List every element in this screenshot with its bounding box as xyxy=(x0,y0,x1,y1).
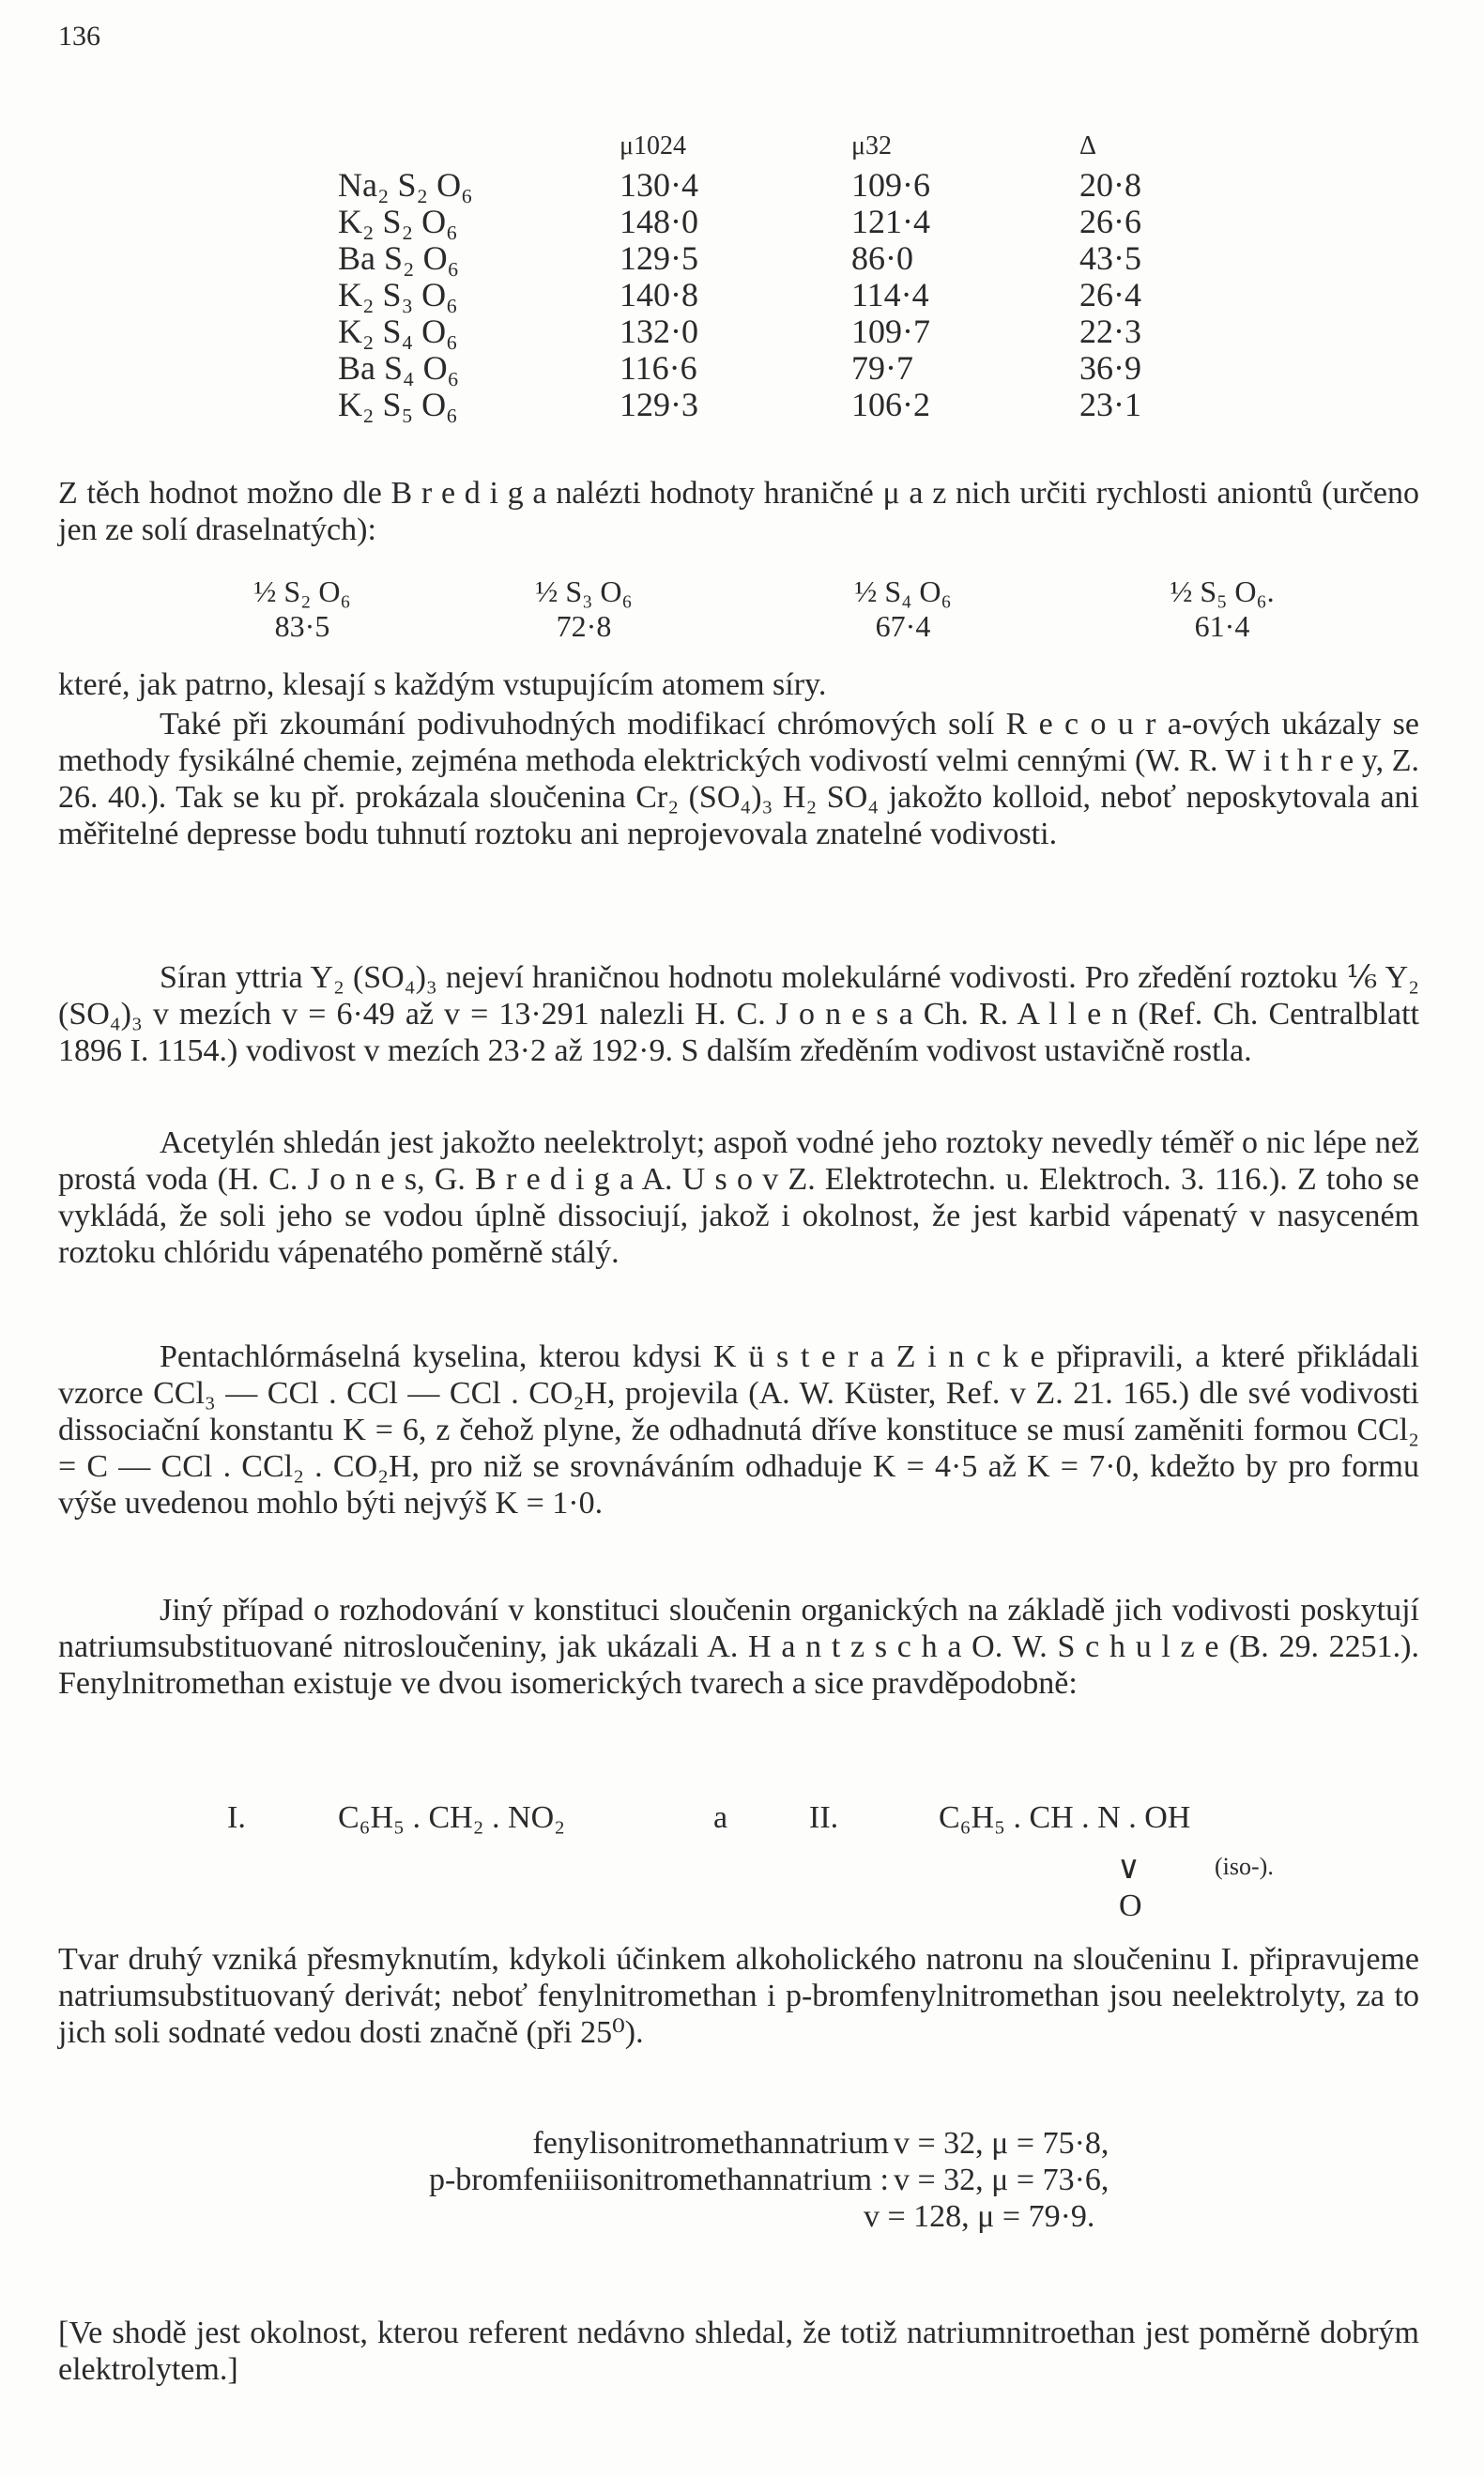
table-cell: 79·7 xyxy=(851,349,913,387)
table-cell: 23·1 xyxy=(1079,386,1141,423)
table-cell: 22·3 xyxy=(1079,313,1141,350)
table-cell: 114·4 xyxy=(851,276,929,313)
list-item xyxy=(58,2162,1419,2198)
anion-velocities xyxy=(58,574,1419,650)
table-cell: 20·8 xyxy=(1079,166,1141,204)
table-cell: 140·8 xyxy=(620,276,698,313)
paragraph-acetylene: Acetylén shledán jest jakožto neelektrolyt; aspoň vodné jeho roztoky nevedly téměř o nic lépe než prostá voda (H. C. J o n e s, G. B r e d i g a A. U s o v Z. Elektrotechn. u. Elektroch. 3. 116.). Z toho se vykládá, že soli jeho se vodou úplně dissociují, jakož i okolnost, že jest karbid vápenatý v nasyceném roztoku chlóridu vápenatého poměrně stálý. xyxy=(58,1125,1419,1270)
column-header-mu32: μ32 xyxy=(851,131,893,161)
paragraph-referee-note: [Ve shodě jest okolnost, kterou referent nedávno shledal, že totiž natriumnitroethan jest poměrně dobrým elektrolytem.] xyxy=(58,2316,1419,2387)
list-item xyxy=(58,2125,1419,2162)
salt-formula: Ba S₄ O₆ xyxy=(338,349,460,387)
table-cell: 26·4 xyxy=(1079,276,1141,313)
paragraph-rearrangement: Tvar druhý vzniká přesmyknutím, kdykoli účinkem alkoholického natronu na sloučeninu I. připravujeme natriumsubstituovaný derivát; neboť fenylnitromethan i p-bromfenylnitromethan jsou neelektrolyty, za to jich soli sodnaté vedou dosti značně (při 25⁰). xyxy=(58,1942,1419,2050)
table-cell: 86·0 xyxy=(851,239,913,277)
formula-label-ii: II. xyxy=(809,1800,839,1835)
paragraph-pentachlorobutyric-acid: Pentachlórmáselná kyselina, kterou kdysi K ü s t e r a Z i n c k e připravili, a které přikládali vzorce CCl₃ — CCl . CCl — CCl . CO₂H, projevila (A. W. Küster, Ref. v Z. 21. 165.) dle své vodivosti dissociační konstantu K = 6, z čehož plyne, že odhadnutá dříve konstituce se musí zaměniti formou CCl₂ = C — CCl . CCl₂ . CO₂H, pro niž se srovnáváním odhaduje K = 4·5 až K = 7·0, kdežto by pro formu výše uvedenou mohlo býti nejvýš K = 1·0. xyxy=(58,1339,1419,1521)
anion-label: ½ S₂ O₆ xyxy=(253,574,351,608)
table-cell: 130·4 xyxy=(620,166,698,204)
table-cell: 148·0 xyxy=(620,203,698,240)
table-cell: 129·5 xyxy=(620,239,698,277)
formula-conjunction: a xyxy=(713,1800,728,1835)
formula-oxygen: O xyxy=(1119,1888,1142,1923)
sodium-salt-conductivities xyxy=(58,2125,1419,2235)
salt-value: v = 128, μ = 79·9. xyxy=(864,2199,1095,2234)
table-cell: 36·9 xyxy=(1079,349,1141,387)
salt-formula: K₂ S₅ O₆ xyxy=(338,386,458,423)
anion-value: 83·5 xyxy=(274,609,330,643)
table-cell: 26·6 xyxy=(1079,203,1141,240)
table-cell: 116·6 xyxy=(620,349,697,387)
salt-value: v = 32, μ = 73·6, xyxy=(894,2163,1109,2197)
anion-item xyxy=(809,574,997,644)
table-cell: 109·6 xyxy=(851,166,930,204)
paragraph-chromium-salts: Také při zkoumání podivuhodných modifikací chrómových solí R e c o u r a-ových ukázaly se methody fysikálné chemie, zejména methoda elektrických vodivostí velmi cennými (W. R. W i t h r e y, Z. 26. 40.). Tak se ku př. prokázala sloučenina Cr₂ (SO₄)₃ H₂ SO₄ jakožto kolloid, neboť neposkytovala ani měřitelné depresse bodu tuhnutí roztoku ani neprojevovala znatelné vodivosti. xyxy=(58,707,1419,851)
table-cell: 43·5 xyxy=(1079,239,1141,277)
formula-iso-label: (iso-). xyxy=(1215,1853,1274,1880)
formula-label-i: I. xyxy=(227,1800,246,1835)
formula-iso-form: C₆H₅ . CH . N . OH xyxy=(939,1800,1191,1835)
salt-formula: Ba S₂ O₆ xyxy=(338,239,460,277)
salt-name: fenylisonitromethannatrium xyxy=(532,2126,889,2161)
anion-value: 67·4 xyxy=(875,609,931,643)
anion-label: ½ S₃ O₆ xyxy=(535,574,633,608)
anion-value: 72·8 xyxy=(556,609,612,643)
table-cell: 132·0 xyxy=(620,313,698,350)
list-item xyxy=(58,2198,1419,2235)
salt-value: v = 32, μ = 75·8, xyxy=(894,2126,1109,2161)
column-header-mu1024: μ1024 xyxy=(620,131,687,161)
page-number: 136 xyxy=(58,21,100,52)
paragraph-nitro-compounds: Jiný případ o rozhodování v konstituci sloučenin organických na základě jich vodivosti poskytují natriumsubstituované nitrosloučeniny, jak ukázali A. H a n t z s c h a O. W. S c h u l z e (B. 29. 2251.). Fenylnitromethan existuje ve dvou isomerických tvarech a sice pravděpodobně: xyxy=(58,1593,1419,1701)
anion-item xyxy=(490,574,678,644)
anion-item xyxy=(1128,574,1316,644)
salt-formula: Na₂ S₂ O₆ xyxy=(338,166,473,204)
anion-label: ½ S₄ O₆ xyxy=(854,574,952,608)
salt-name: p-bromfeniiisonitromethannatrium : xyxy=(428,2163,889,2197)
formula-bond: ∨ xyxy=(1117,1851,1140,1886)
table-cell: 109·7 xyxy=(851,313,930,350)
paragraph-sulfur-note: které, jak patrno, klesají s každým vstupujícím atomem síry. xyxy=(58,667,827,702)
salt-formula: K₂ S₂ O₆ xyxy=(338,203,458,240)
anion-label: ½ S₅ O₆. xyxy=(1170,574,1275,608)
anion-item xyxy=(208,574,396,644)
column-header-delta: Δ xyxy=(1079,131,1097,161)
anion-value: 61·4 xyxy=(1194,609,1250,643)
table-cell: 129·3 xyxy=(620,386,698,423)
table-cell: 121·4 xyxy=(851,203,930,240)
salt-formula: K₂ S₃ O₆ xyxy=(338,276,458,313)
salt-formula: K₂ S₄ O₆ xyxy=(338,313,458,350)
paragraph-yttrium-sulfate: Síran yttria Y₂ (SO₄)₃ nejeví hraničnou hodnotu molekulárné vodivosti. Pro zředění roztoku ⅙ Y₂ (SO₄)₃ v mezích v = 6·49 až v = 13·291 nalezli H. C. J o n e s a Ch. R. A l l e n (Ref. Ch. Centralblatt 1896 I. 1154.) vodivost v mezích 23·2 až 192·9. S dalším zředěním vodivost ustavičně rostla. xyxy=(58,960,1419,1068)
isomer-formulas xyxy=(58,1800,1419,1923)
table-cell: 106·2 xyxy=(851,386,930,423)
paragraph-bredig-limits: Z těch hodnot možno dle B r e d i g a nalézti hodnoty hraničné μ a z nich určiti rychlosti aniontů (určeno jen ze solí draselnatých): xyxy=(58,476,1419,547)
formula-phenylnitromethane: C₆H₅ . CH₂ . NO₂ xyxy=(338,1800,565,1835)
